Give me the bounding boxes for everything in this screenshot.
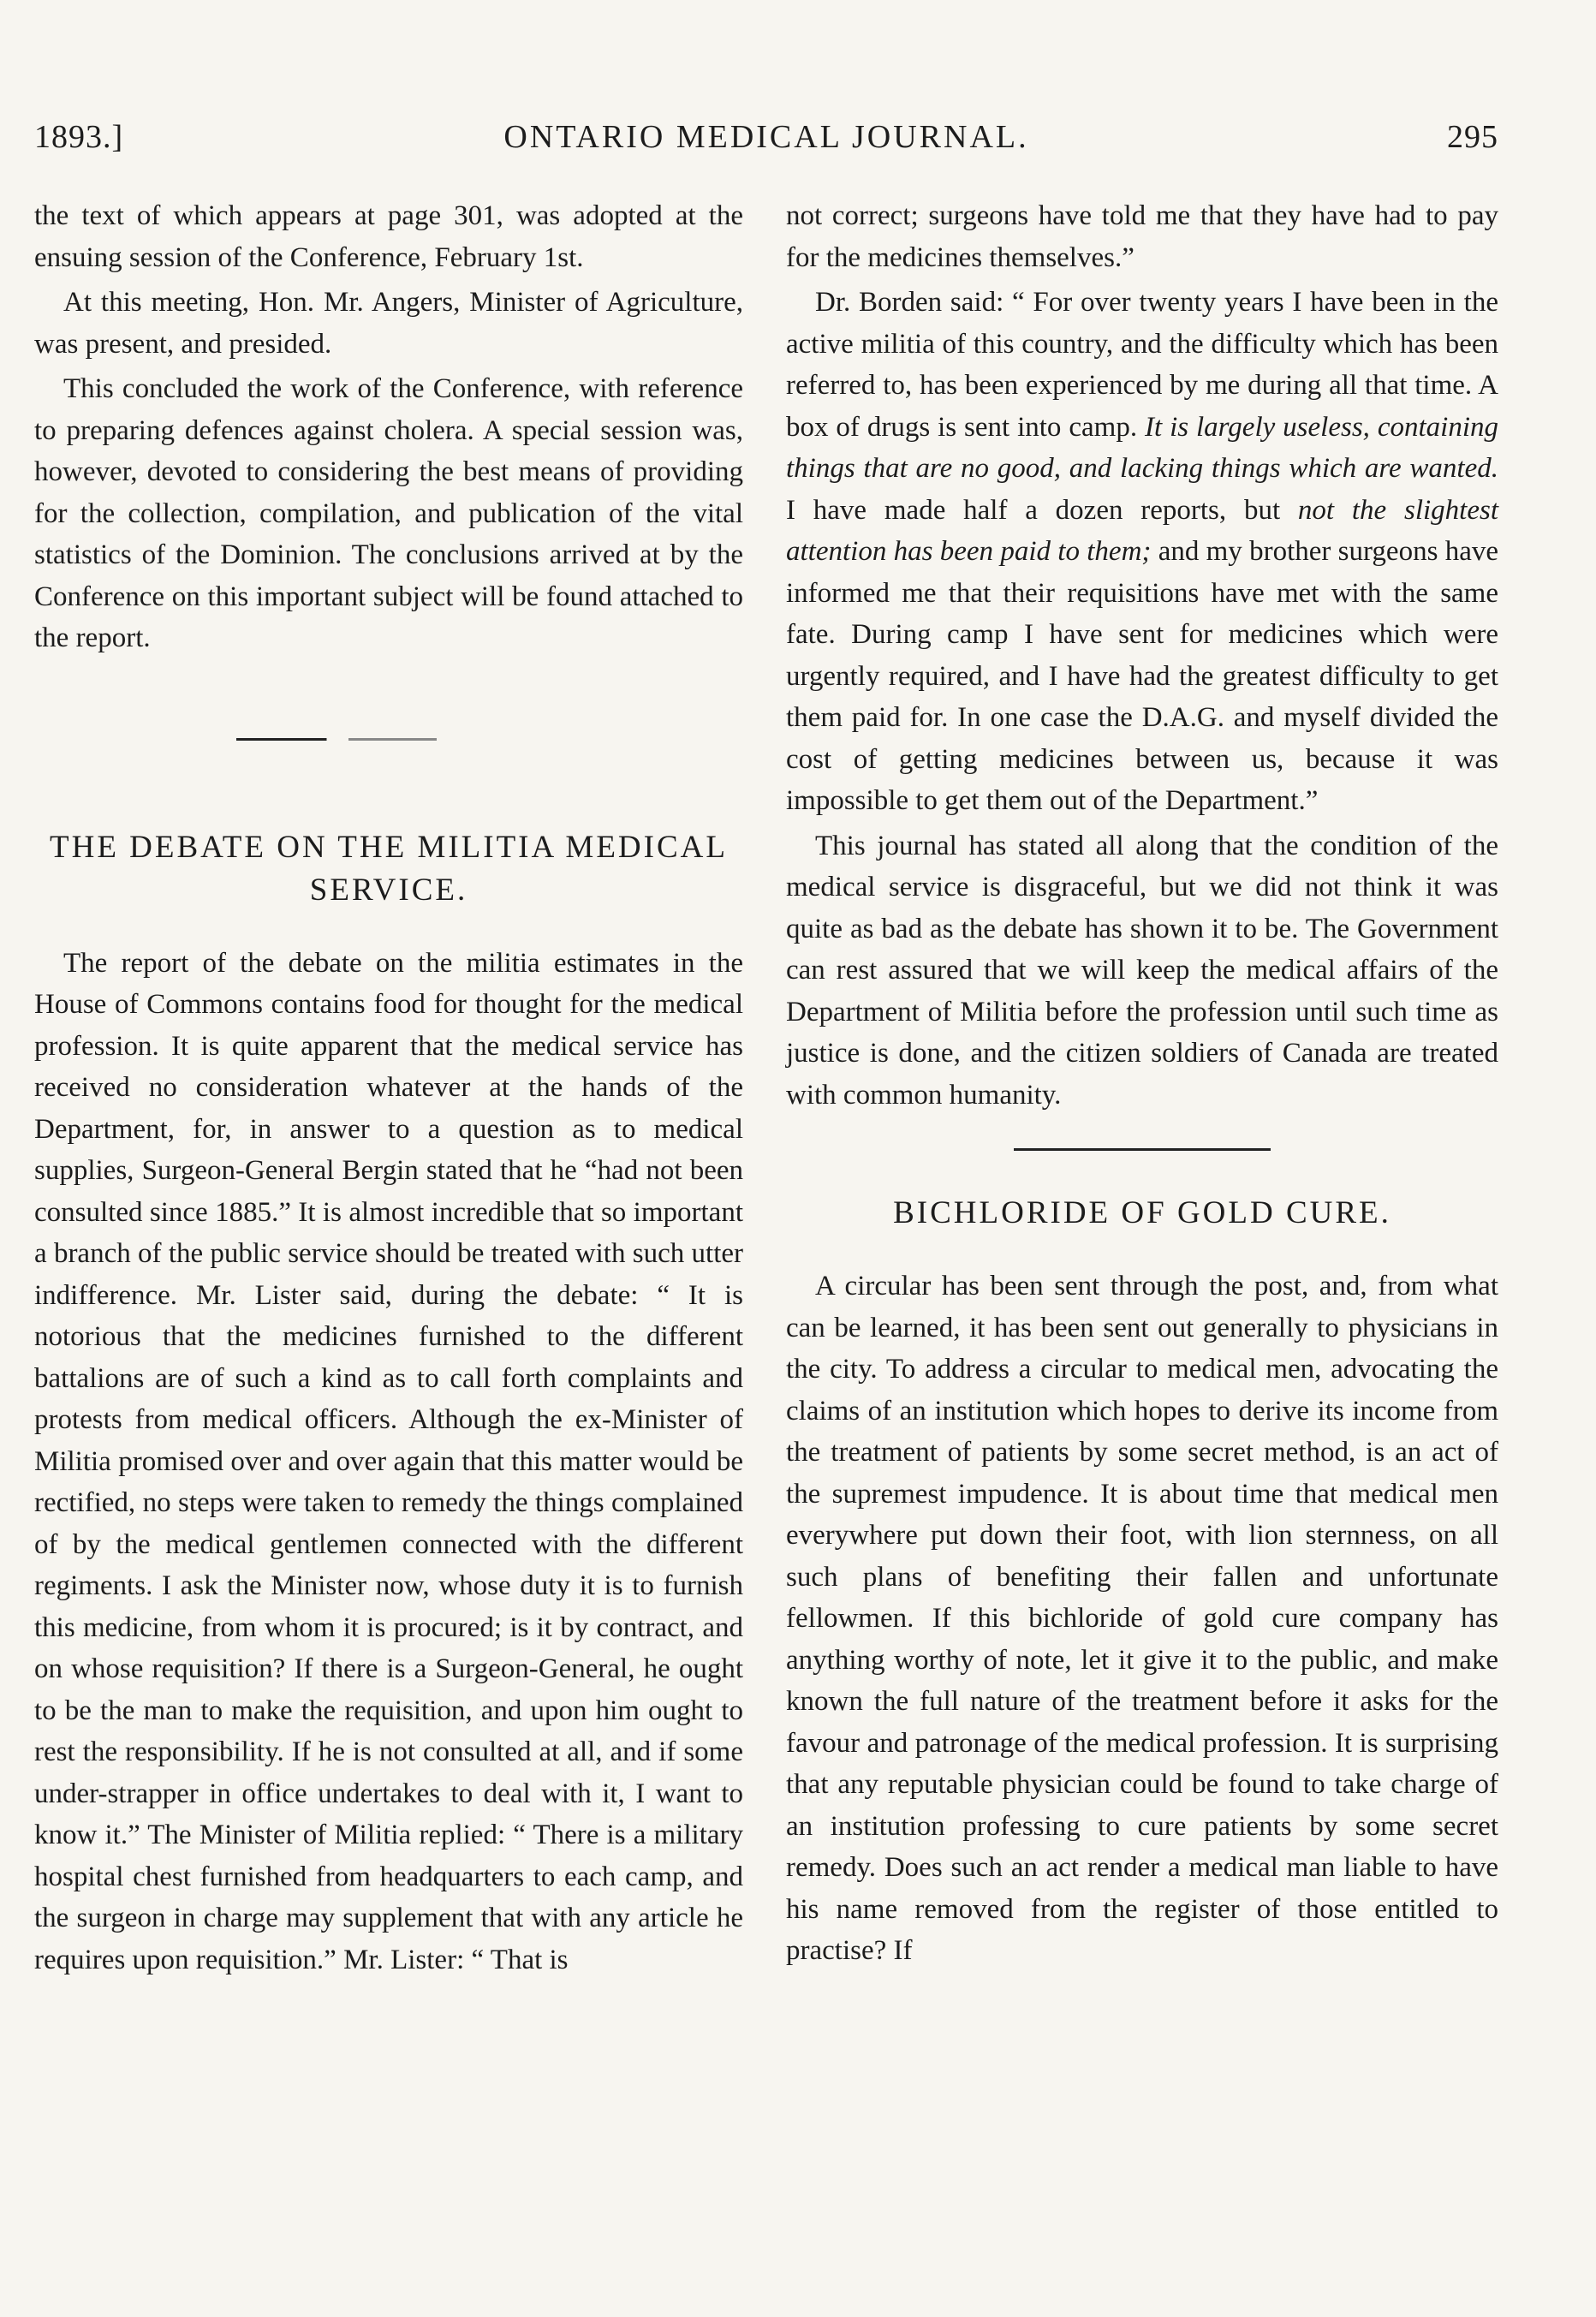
paragraph: A circular has been sent through the post, and, from what can be learned, it has been sent out generally to physicians in the city. To address a circular to medical men, advocating the claims of an institution which hopes to derive its income from the treatment of patients by some secret method, is an act of the supremest impudence. It is about time that medical men everywhere put down their foot, with lion sternness, on all such plans of benefiting their fallen and unfortunate fellowmen. If this bichloride of gold cure company has anything worthy of note, let it give it to the public, and make known the full nature of the treatment before it asks for the favour and patronage of the medical profession. It is surprising that any reputable physician could be found to take charge of an institution professing to cure patients by some secret remedy. Does such an act render a medical man liable to have his name removed from the register of those entitled to practise? If	[786, 1271, 1498, 1966]
text-run: I have made half a dozen reports, but	[786, 494, 1298, 526]
right-column	[786, 195, 1498, 1975]
text-run: Dr. Borden said: “ For over twenty years I have been in the active militia of this country, and the difficulty which has been referred to, has been experienced by me during all that time. A box of drugs is sent into camp.	[786, 287, 1498, 443]
italic-text-run: It is largely useless, containing things that are no good, and lacking things which are wanted.	[786, 411, 1498, 484]
paragraph: The report of the debate on the militia estimates in the House of Commons contains food for thought for the medical profession. It is quite apparent that the medical service has received no consideration whatever at the hands of the Department, for, in answer to a question as to medical supplies, Surgeon-General Bergin stated that he “had not been consulted since 1885.” It is almost incredible that so important a branch of the public service should be treated with such utter indifference. Mr. Lister said, during the debate: “ It is notorious that the medicines furnished to the different battalions are of such a kind as to call forth complaints and protests from medical officers. Although the ex-Minister of Militia promised over and over again that this matter would be rectified, no steps were taken to remedy the things complained of by the medical gentlemen connected with the different regiments. I ask the Minister now, whose duty it is to furnish this medicine, from whom it is procured; is it by contract, and on whose requisition? If there is a Surgeon-General, he ought to be the man to make the requisition, and upon him ought to rest the responsibility. If he is not consulted at all, and if some under-strapper in office undertakes to deal with it, I want to know it.” The Minister of Militia replied: “ There is a military hospital chest furnished from headquarters to each camp, and the surgeon in charge may supplement that with any article he requires upon requisition.” Mr. Lister: “ That is	[34, 947, 743, 1975]
section-heading-militia-debate: THE DEBATE ON THE MILITIA MEDICAL SERVICE.	[50, 829, 728, 908]
paragraph-borden-quote	[786, 282, 1498, 822]
italic-text-run: not the slightest attention has been paid to them;	[786, 494, 1499, 567]
section-divider	[236, 738, 437, 741]
left-column	[34, 195, 743, 1984]
text-run: and my brother surgeons have informed me that their requisitions have met with the same fate. During camp I have sent for medicines which were urgently required, and I have had the greatest difficulty to get them paid for. In one case the D.A.G. and myself divided the cost of getting medicines between us, because it was impossible to get them out of the Department.”	[786, 536, 1498, 816]
paragraph: This concluded the work of the Conference, with reference to preparing defences against cholera. A special session was, however, devoted to considering the best means of providing for the collection, compilation, and publication of the vital statistics of the Dominion. The conclusions arrived at by the Conference on this important subject will be found attached to the report.	[34, 373, 743, 653]
running-header	[34, 118, 1498, 170]
section-heading-gold-cure: BICHLORIDE OF GOLD CURE.	[893, 1195, 1391, 1230]
paragraph-continued: the text of which appears at page 301, was adopted at the ensuing session of the Conference, February 1st.	[34, 200, 743, 273]
header-journal-title: ONTARIO MEDICAL JOURNAL.	[503, 119, 1029, 155]
paragraph-continued: not correct; surgeons have told me that they have had to pay for the medicines themselves.”	[786, 200, 1498, 273]
paragraph: This journal has stated all along that the condition of the medical service is disgraceful, but we did not think it was quite as bad as the debate has shown it to be. The Government can rest assured that we will keep the medical affairs of the Department of Militia before the profession until such time as justice is done, and the citizen soldiers of Canada are treated with common humanity.	[786, 830, 1498, 1111]
section-divider	[1014, 1148, 1271, 1151]
header-page-number: 295	[1447, 119, 1498, 155]
paragraph: At this meeting, Hon. Mr. Angers, Minister of Agriculture, was present, and presided.	[34, 287, 743, 360]
header-year: 1893.]	[34, 119, 124, 155]
